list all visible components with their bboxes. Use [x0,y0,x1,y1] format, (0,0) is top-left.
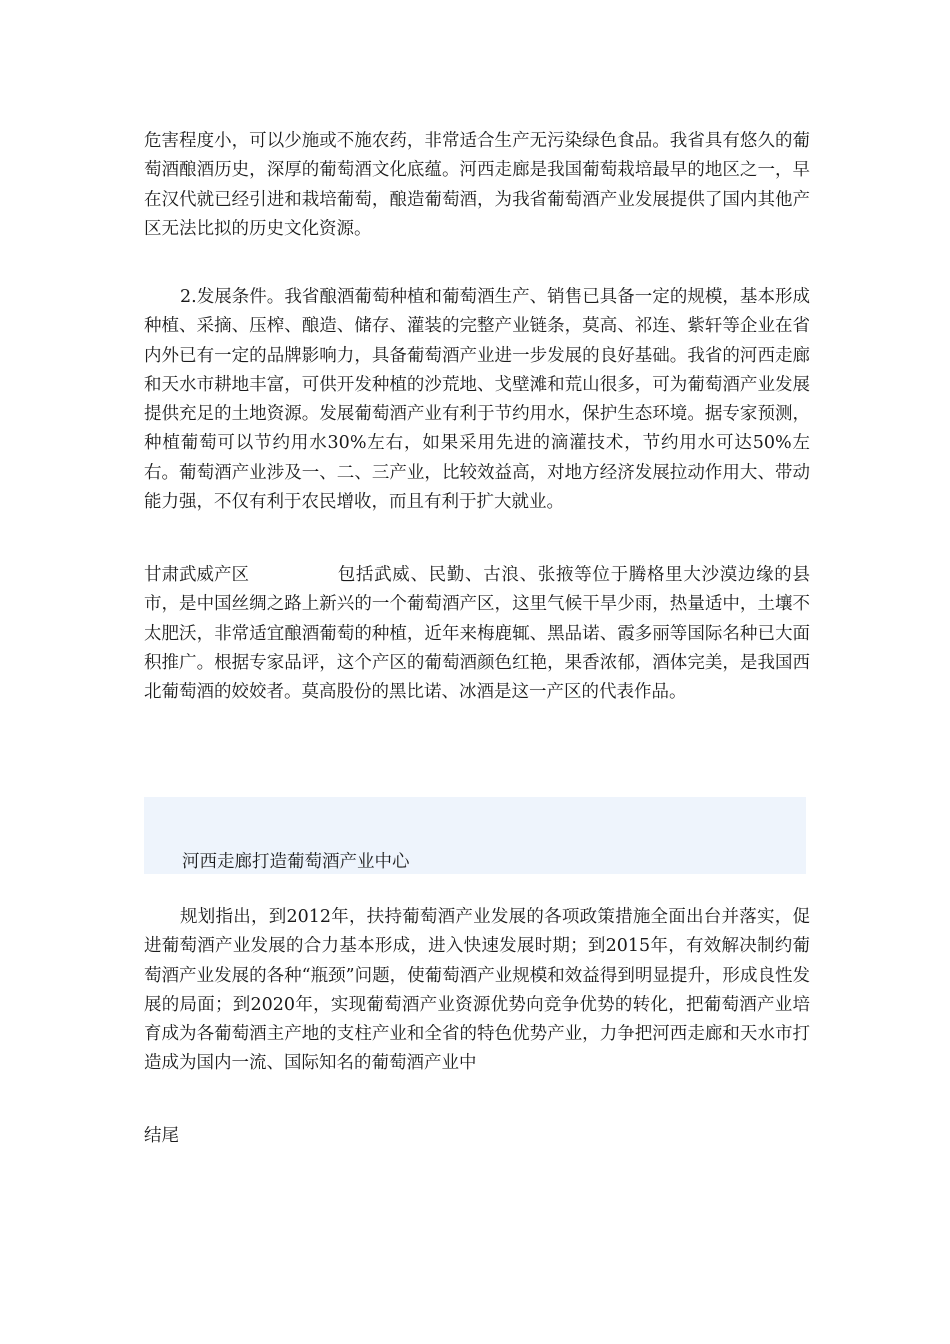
paragraph-history: 危害程度小，可以少施或不施农药，非常适合生产无污染绿色食品。我省具有悠久的葡萄酒酿酒历史，深厚的葡萄酒文化底蕴。河西走廊是我国葡萄栽培最早的地区之一，早在汉代就已经引进和栽培葡萄，酿造葡萄酒，为我省葡萄酒产业发展提供了国内其他产区无法比拟的历史文化资源。 [144,131,810,239]
paragraph-wuwei-region [144,561,810,707]
region-description: 包括武威、民勤、古浪、张掖等位于腾格里大沙漠边缘的县市，是中国丝绸之路上新兴的一个葡萄酒产区，这里气候干旱少雨，热量适中，土壤不太肥沃，非常适宜酿酒葡萄的种植，近年来梅鹿辄、黑品诺、霞多丽等国际名种已大面积推广。根据专家品评，这个产区的葡萄酒颜色红艳，果香浓郁，酒体完美，是我国西北葡萄酒的姣姣者。莫高股份的黑比诺、冰酒是这一产区的代表作品。 [144,565,810,703]
region-label: 甘肃武威产区 [144,565,249,585]
paragraph-development-conditions: 2.发展条件。我省酿酒葡萄种植和葡萄酒生产、销售已具备一定的规模，基本形成种植、采摘、压榨、酿造、储存、灌装的完整产业链条，莫高、祁连、紫轩等企业在省内外已有一定的品牌影响力，具备葡萄酒产业进一步发展的良好基础。我省的河西走廊和天水市耕地丰富，可供开发种植的沙荒地、戈壁滩和荒山很多，可为葡萄酒产业发展提供充足的土地资源。发展葡萄酒产业有利于节约用水，保护生态环境。据专家预测，种植葡萄可以节约用水30%左右，如果采用先进的滴灌技术，节约用水可达50%左右。葡萄酒产业涉及一、二、三产业，比较效益高，对地方经济发展拉动作用大、带动能力强，不仅有利于农民增收，而且有利于扩大就业。 [144,287,810,513]
paragraph-planning: 规划指出，到2012年，扶持葡萄酒产业发展的各项政策措施全面出台并落实，促进葡萄酒产业发展的合力基本形成，进入快速发展时期；到2015年，有效解决制约葡萄酒产业发展的各种“瓶颈”问题，使葡萄酒产业规模和效益得到明显提升，形成良性发展的局面；到2020年，实现葡萄酒产业资源优势向竞争优势的转化，把葡萄酒产业培育成为各葡萄酒主产地的支柱产业和全省的特色优势产业，力争把河西走廊和天水市打造成为国内一流、国际知名的葡萄酒产业中 [144,907,810,1074]
section-heading: 河西走廊打造葡萄酒产业中心 [182,852,410,872]
paragraph-ending: 结尾 [144,1126,179,1146]
